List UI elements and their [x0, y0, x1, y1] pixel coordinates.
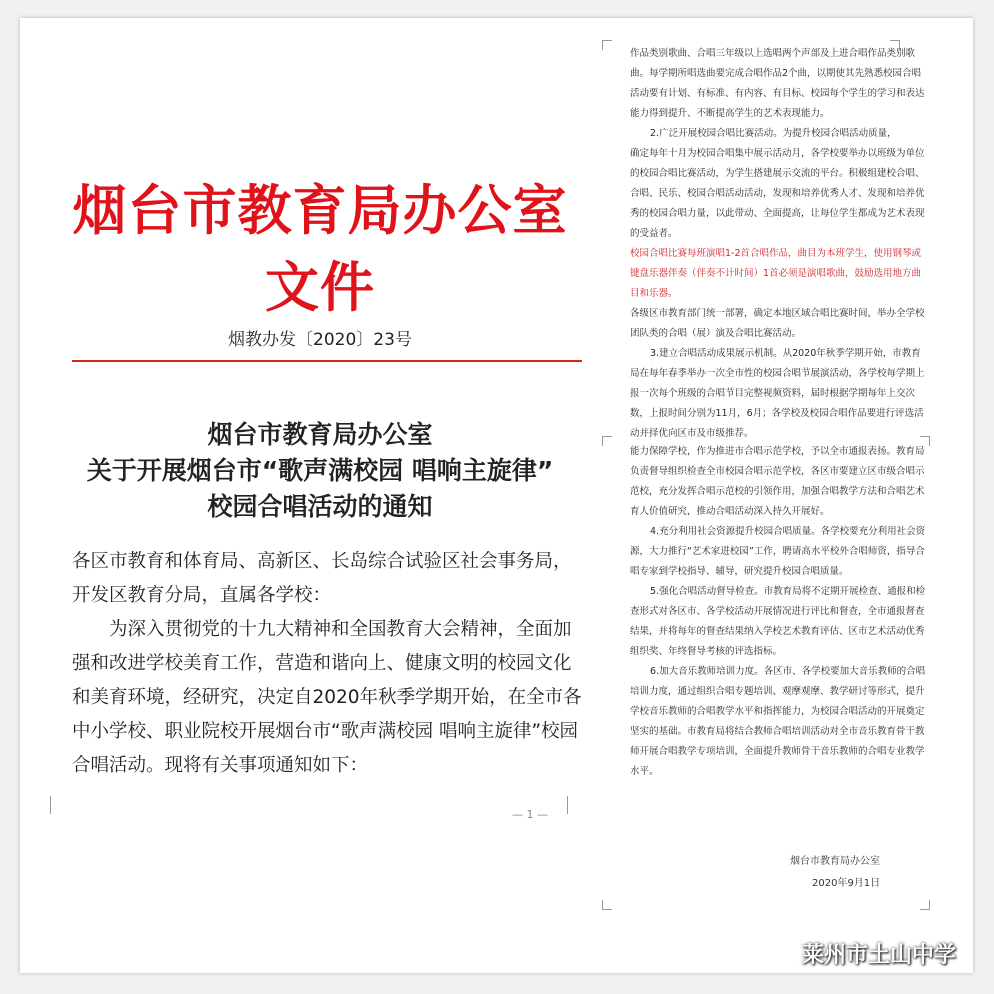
issuer-signature: 烟台市教育局办公室: [790, 856, 880, 867]
right-page-paragraph: 5.强化合唱活动督导检查。市教育局将不定期开展检查、通报和检查形式对各区市、各学校活动开展情况进行评比和督查，全市通报督查结果，并将每年的督查结果纳入学校艺术教育评估、区市艺术活动优秀组织奖、年终督导考核的评选指标。: [630, 586, 926, 657]
right-page-paragraph: 确定每年十月为校园合唱集中展示活动月，各学校要举办以班级为单位的校园合唱比赛活动，为学生搭建展示交流的平台。积极组建校合唱、合唱、民乐、校园合唱活动活动，发现和培养优秀人才、发现和培养优秀的校园合唱力量，以此带动、全面提高，让每位学生都成为艺术表现的受益者。: [630, 148, 925, 239]
notice-title-line-3: 校园合唱活动的通知: [207, 492, 433, 521]
right-page-paragraph: 4.充分利用社会资源提升校园合唱质量。各学校要充分利用社会资源，大力推行“艺术家进校园”工作，聘请高水平校外合唱师资，指导合唱专家到学校指导、辅导，研究提升校园合唱质量。: [630, 526, 926, 577]
document-sheet: [20, 18, 973, 973]
watermark: [762, 938, 956, 969]
crop-mark: [50, 796, 60, 814]
right-page-paragraph: 作品类别歌曲、合唱三年级以上选唱两个声部及上进合唱作品类别歌曲。每学期所唱选曲要完成合唱作品2个曲，以期使其先熟悉校园合唱活动要有计划、有标准、有内容、有目标、校园每个学生的学习和表达能力得到提升、不断提高学生的艺术表现能力。: [630, 48, 925, 119]
crop-mark: [602, 436, 612, 446]
right-page-paragraph: 能力保障学校，作为推进市合唱示范学校，予以全市通报表扬。教育局负责督导组织检查全市校园合唱示范学校，各区市要建立区市级合唱示范校，充分发挥合唱示范校的引领作用，加强合唱教学方法和合唱艺术育人价值研究，推动合唱活动深入持久开展好。: [630, 446, 925, 517]
notice-title-line-1: 烟台市教育局办公室: [207, 420, 433, 449]
crop-mark: [558, 796, 568, 814]
red-divider: [72, 360, 582, 362]
right-page-paragraph: 各级区市教育部门统一部署，确定本地区域合唱比赛时间，举办全学校团队类的合唱（展）演及合唱比赛活动。: [630, 308, 925, 339]
notice-title-line-2: 关于开展烟台市“歌声满校园 唱响主旋律”: [86, 456, 554, 485]
right-page-paragraph: 6.加大音乐教师培训力度。各区市、各学校要加大音乐教师的合唱培训力度，通过组织合唱专题培训、观摩观摩、教学研讨等形式，提升学校音乐教师的合唱教学水平和指挥能力，为校园合唱活动的开展奠定坚实的基础。市教育局将结合教师合唱培训活动对全市音乐教育骨干教师开展合唱教学专项培训，全面提升教师骨干音乐教师的合唱专业教学水平。: [630, 666, 926, 777]
crop-mark: [602, 900, 612, 910]
document-header: 烟台市教育局办公室文件: [72, 179, 568, 319]
issue-date: 2020年9月1日: [812, 878, 881, 889]
right-page-paragraph: 2.广泛开展校园合唱比赛活动。为提升校园合唱活动质量，: [650, 128, 897, 139]
page-number: — 1 —: [512, 808, 548, 821]
wechat-icon: [762, 941, 796, 967]
right-page-bottom-text: [630, 442, 930, 782]
crop-mark: [602, 40, 612, 50]
watermark-text: 莱州市土山中学: [802, 943, 957, 968]
document-number: 烟教办发〔2020〕23号: [228, 330, 412, 350]
crop-mark: [920, 900, 930, 910]
right-page-paragraph: 3.建立合唱活动成果展示机制。从2020年秋季学期开始，市教育局在每年春季举办一次全市性的校园合唱节展演活动，各学校每学期上报一次每个班级的合唱节目完整视频资料，届时根据学期每年上交次数，上报时间分别为11月，6月；各学校及校园合唱作品要进行评选活动并择优向区市及市级推荐。: [630, 348, 925, 439]
right-page-top-text: [630, 44, 930, 444]
intro-paragraph: 为深入贯彻党的十九大精神和全国教育大会精神，全面加强和改进学校美育工作，营造和谐向上、健康文明的校园文化和美育环境，经研究，决定自2020年秋季学期开始，在全市各中小学校、职业院校开展烟台市“歌声满校园 唱响主旋律”校园合唱活动。现将有关事项通知如下：: [72, 619, 582, 776]
addressee-paragraph: 各区市教育和体育局、高新区、长岛综合试验区社会事务局，开发区教育分局，直属各学校：: [72, 551, 572, 606]
right-page-paragraph: 校园合唱比赛每班演唱1-2首合唱作品，曲目为本班学生，使用钢琴或键盘乐器伴奏（伴奏不计时间）1首必须是演唱歌曲，鼓励选用地方曲目和乐器。: [630, 248, 922, 299]
